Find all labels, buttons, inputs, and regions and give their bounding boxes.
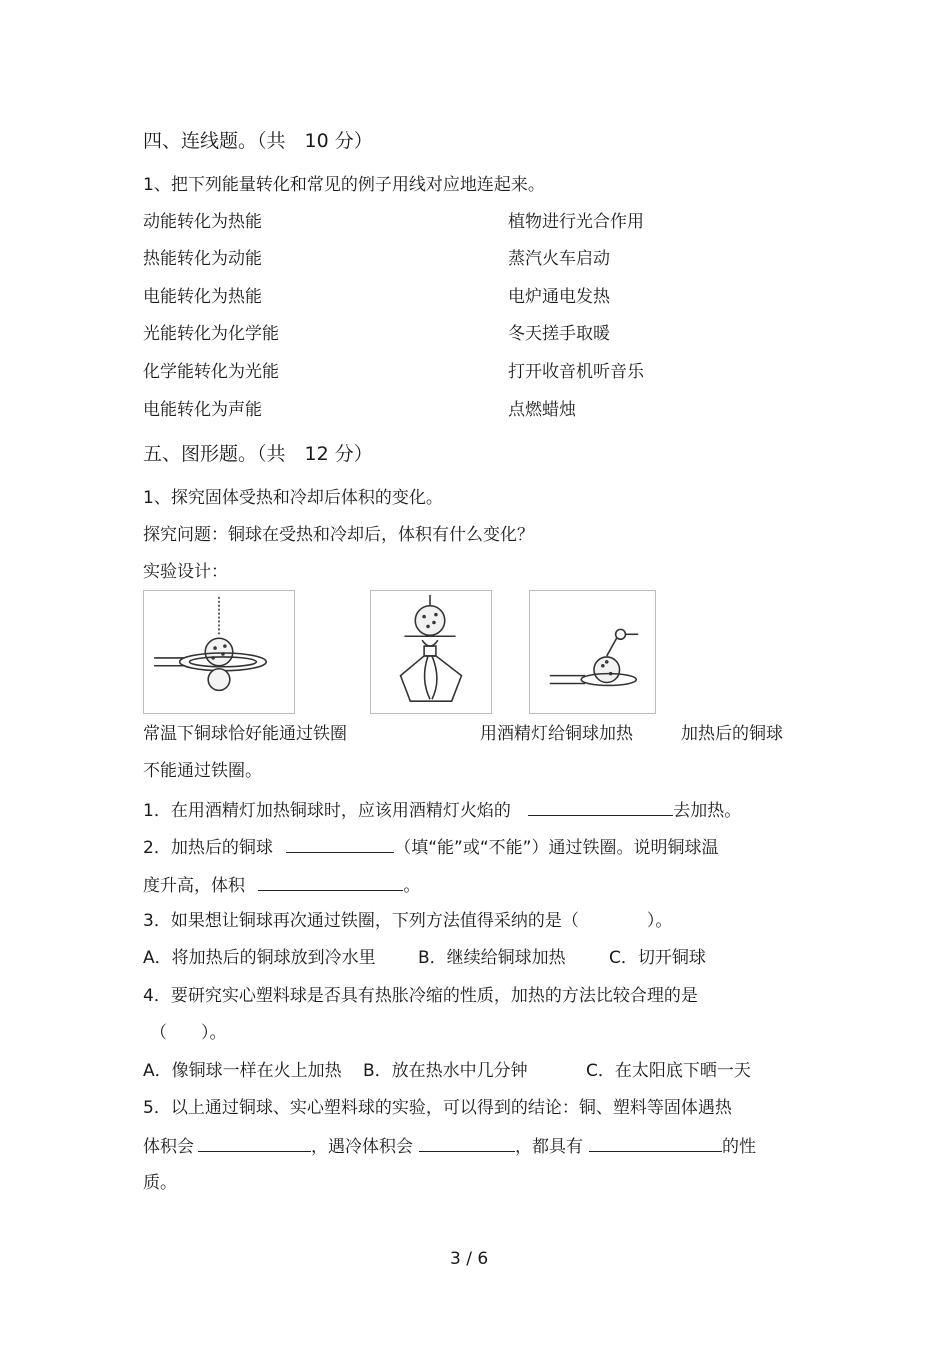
answer-blank[interactable]	[419, 1133, 515, 1152]
caption-room-temp: 常温下铜球恰好能通过铁圈	[143, 724, 347, 744]
alcohol-lamp-illustration	[371, 591, 491, 713]
figure-heated-ball	[529, 590, 656, 714]
subquestion-2	[143, 834, 718, 860]
subquestion-2-text: 2．加热后的铜球	[143, 838, 273, 858]
experiment-design-label: 实验设计：	[143, 562, 228, 582]
heated-ball-illustration	[530, 591, 655, 713]
subquestion-2-line2	[143, 872, 420, 898]
right-item: 打开收音机听音乐	[508, 362, 644, 382]
right-item: 植物进行光合作用	[508, 212, 644, 232]
caption-heated-ball-cont: 不能通过铁圈。	[143, 761, 262, 781]
option-c: C．在太阳底下晒一天	[586, 1061, 751, 1081]
left-item: 电能转化为热能	[143, 287, 262, 307]
subquestion-1-text: 1．在用酒精灯加热铜球时，应该用酒精灯火焰的	[143, 801, 511, 821]
subquestion-1-tail: 去加热。	[673, 801, 742, 821]
right-item: 电炉通电发热	[508, 287, 610, 307]
page-number: 3 / 6	[450, 1249, 489, 1269]
section4-question: 1、把下列能量转化和常见的例子用线对应地连起来。	[143, 175, 545, 195]
answer-blank[interactable]	[258, 872, 403, 891]
ball-through-ring-illustration	[144, 591, 294, 713]
answer-blank[interactable]	[589, 1133, 722, 1152]
subquestion-5-text3: ，都具有	[515, 1137, 583, 1157]
left-item: 电能转化为声能	[143, 400, 262, 420]
subquestion-2-text2: 度升高，体积	[143, 876, 245, 896]
subquestion-4-paren: （ ）。	[150, 1023, 227, 1043]
answer-blank[interactable]	[198, 1133, 311, 1152]
subquestion-5-end: 质。	[143, 1173, 177, 1193]
section5-title: 五、图形题。（共 12 分）	[143, 443, 373, 465]
right-item: 冬天搓手取暖	[508, 324, 610, 344]
option-b: B．放在热水中几分钟	[363, 1061, 528, 1081]
right-item: 点燃蜡烛	[508, 400, 576, 420]
left-item: 热能转化为动能	[143, 249, 262, 269]
option-c: C．切开铜球	[609, 948, 706, 968]
subquestion-2-end: 。	[403, 876, 421, 896]
subquestion-5: 5．以上通过铜球、实心塑料球的实验，可以得到的结论：铜、塑料等固体遇热	[143, 1098, 732, 1118]
figure-heating-ball	[370, 590, 492, 714]
caption-heated-ball: 加热后的铜球	[681, 724, 783, 744]
right-item: 蒸汽火车启动	[508, 249, 610, 269]
section4-title: 四、连线题。（共 10 分）	[143, 130, 373, 152]
subquestion-4: 4．要研究实心塑料球是否具有热胀冷缩的性质，加热的方法比较合理的是	[143, 986, 698, 1006]
answer-blank[interactable]	[286, 834, 394, 853]
option-b: B．继续给铜球加热	[418, 948, 566, 968]
subquestion-1	[143, 797, 741, 823]
subquestion-3: 3．如果想让铜球再次通过铁圈，下列方法值得采纳的是（ ）。	[143, 911, 673, 931]
inquiry-question: 探究问题：铜球在受热和冷却后，体积有什么变化？	[143, 525, 534, 545]
subquestion-5-text2: ，遇冷体积会	[311, 1137, 413, 1157]
section5-question: 1、探究固体受热和冷却后体积的变化。	[143, 488, 443, 508]
subquestion-5-text: 体积会	[143, 1137, 194, 1157]
left-item: 光能转化为化学能	[143, 324, 279, 344]
left-item: 动能转化为热能	[143, 212, 262, 232]
answer-blank[interactable]	[528, 797, 673, 816]
subquestion-5-line2	[143, 1133, 756, 1159]
caption-heating: 用酒精灯给铜球加热	[480, 724, 633, 744]
option-a: A．像铜球一样在火上加热	[143, 1061, 342, 1081]
figure-ball-through-ring	[143, 590, 295, 714]
left-item: 化学能转化为光能	[143, 362, 279, 382]
subquestion-2-mid: （填“能”或“不能”）通过铁圈。说明铜球温	[394, 838, 719, 858]
subquestion-5-text4: 的性	[722, 1137, 756, 1157]
option-a: A．将加热后的铜球放到冷水里	[143, 948, 376, 968]
